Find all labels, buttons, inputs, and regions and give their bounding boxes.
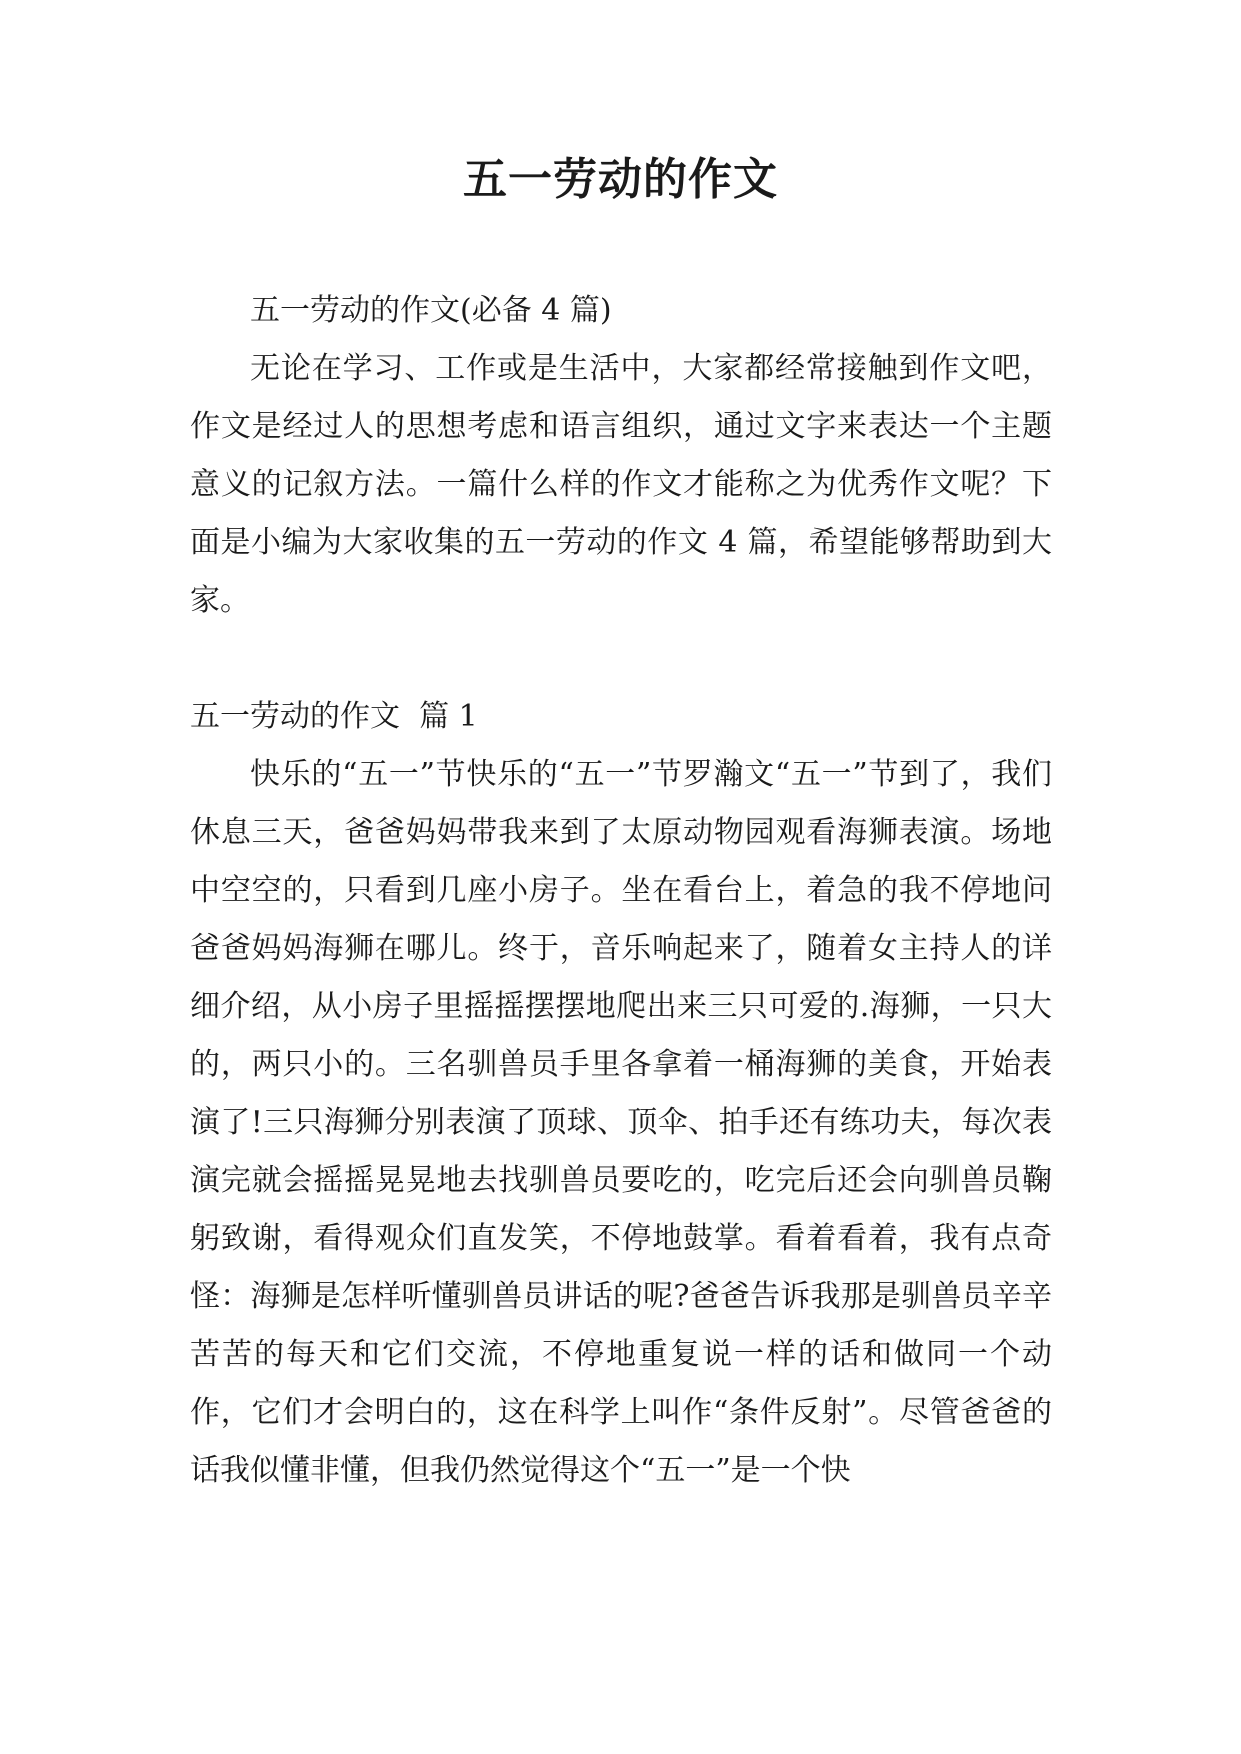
intro-paragraph: 无论在学习、工作或是生活中，大家都经常接触到作文吧，作文是经过人的思想考虑和语言组织，通过文字来表达一个主题意义的记叙方法。一篇什么样的作文才能称之为优秀作文呢？下面是小编为大家收集的五一劳动的作文 4 篇，希望能够帮助到大家。 [190, 351, 1052, 618]
document-title: 五一劳动的作文 [463, 154, 778, 205]
document-body [190, 282, 1052, 1500]
section-heading: 五一劳动的作文 篇 1 [190, 699, 478, 734]
document-subtitle: 五一劳动的作文(必备 4 篇) [250, 293, 612, 328]
section-paragraph: 快乐的“五一”节快乐的“五一”节罗瀚文“五一”节到了，我们休息三天，爸爸妈妈带我来到了太原动物园观看海狮表演。场地中空空的，只看到几座小房子。坐在看台上，着急的我不停地问爸爸妈妈海狮在哪儿。终于，音乐响起来了，随着女主持人的详细介绍，从小房子里摇摇摆摆地爬出来三只可爱的.海狮，一只大的，两只小的。三名驯兽员手里各拿着一桶海狮的美食，开始表演了!三只海狮分别表演了顶球、顶伞、拍手还有练功夫，每次表演完就会摇摇晃晃地去找驯兽员要吃的，吃完后还会向驯兽员鞠躬致谢，看得观众们直发笑，不停地鼓掌。看着看着，我有点奇怪：海狮是怎样听懂驯兽员讲话的呢?爸爸告诉我那是驯兽员辛辛苦苦的每天和它们交流，不停地重复说一样的话和做同一个动作，它们才会明白的，这在科学上叫作“条件反射”。尽管爸爸的话我似懂非懂，但我仍然觉得这个“五一”是一个快 [190, 757, 1052, 1488]
paragraph-spacer [190, 630, 1052, 688]
